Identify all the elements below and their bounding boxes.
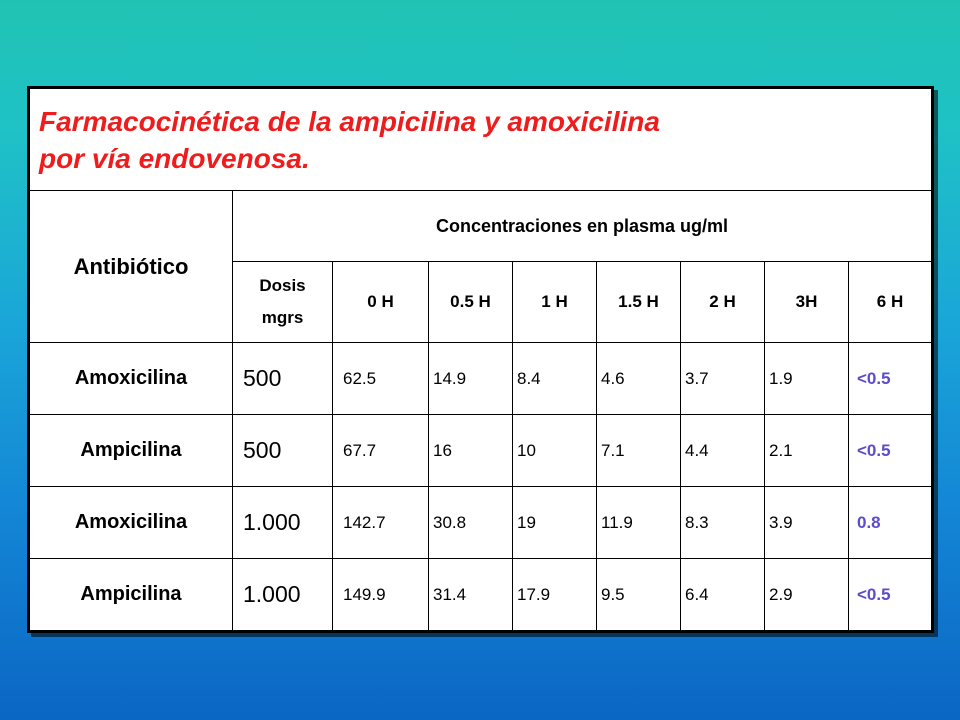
title-line-1: Farmacocinética de la ampicilina y amoxicilina xyxy=(39,105,660,137)
concentration-cell: 6.4 xyxy=(681,559,765,632)
concentration-cell: 7.1 xyxy=(597,415,681,487)
header-dosis xyxy=(233,262,333,343)
concentration-cell-6h: 0.8 xyxy=(849,487,933,559)
header-concentraciones: Concentraciones en plasma ug/ml xyxy=(233,191,933,262)
concentration-cell-6h: <0.5 xyxy=(849,415,933,487)
concentration-cell: 4.6 xyxy=(597,343,681,415)
table-row xyxy=(29,415,933,487)
concentration-cell-6h: <0.5 xyxy=(849,343,933,415)
concentration-cell: 30.8 xyxy=(429,487,513,559)
concentration-cell: 31.4 xyxy=(429,559,513,632)
concentration-cell: 3.7 xyxy=(681,343,765,415)
dose-value: 1.000 xyxy=(233,559,333,632)
concentration-cell: 2.9 xyxy=(765,559,849,632)
concentration-cell: 4.4 xyxy=(681,415,765,487)
pharmacokinetics-table xyxy=(27,86,934,633)
header-time: 6 H xyxy=(849,262,933,343)
table-row xyxy=(29,343,933,415)
concentration-cell: 62.5 xyxy=(333,343,429,415)
concentration-cell: 2.1 xyxy=(765,415,849,487)
drug-name: Amoxicilina xyxy=(29,343,233,415)
title-row xyxy=(29,88,933,191)
concentration-cell: 14.9 xyxy=(429,343,513,415)
drug-name: Ampicilina xyxy=(29,415,233,487)
header-time: 2 H xyxy=(681,262,765,343)
concentration-cell: 19 xyxy=(513,487,597,559)
dose-value: 1.000 xyxy=(233,487,333,559)
header-time: 0.5 H xyxy=(429,262,513,343)
dose-value: 500 xyxy=(233,415,333,487)
concentration-cell: 16 xyxy=(429,415,513,487)
header-dosis-line-1: Dosis xyxy=(259,276,306,295)
header-row-1 xyxy=(29,191,933,262)
concentration-cell: 8.4 xyxy=(513,343,597,415)
header-time: 1 H xyxy=(513,262,597,343)
drug-name: Ampicilina xyxy=(29,559,233,632)
title-line-2: por vía endovenosa. xyxy=(39,142,310,174)
dose-value: 500 xyxy=(233,343,333,415)
table-row xyxy=(29,559,933,632)
concentration-cell: 1.9 xyxy=(765,343,849,415)
concentration-cell: 9.5 xyxy=(597,559,681,632)
concentration-cell: 17.9 xyxy=(513,559,597,632)
concentration-cell: 3.9 xyxy=(765,487,849,559)
header-dosis-line-2: mgrs xyxy=(261,308,304,327)
concentration-cell: 149.9 xyxy=(333,559,429,632)
header-time: 0 H xyxy=(333,262,429,343)
drug-name: Amoxicilina xyxy=(29,487,233,559)
concentration-cell: 8.3 xyxy=(681,487,765,559)
concentration-cell: 10 xyxy=(513,415,597,487)
concentration-cell: 11.9 xyxy=(597,487,681,559)
concentration-cell: 142.7 xyxy=(333,487,429,559)
header-time: 3H xyxy=(765,262,849,343)
header-time: 1.5 H xyxy=(597,262,681,343)
concentration-cell: 67.7 xyxy=(333,415,429,487)
header-antibiotico: Antibiótico xyxy=(29,191,233,343)
concentration-cell-6h: <0.5 xyxy=(849,559,933,632)
slide-title xyxy=(29,88,933,191)
table-row xyxy=(29,487,933,559)
